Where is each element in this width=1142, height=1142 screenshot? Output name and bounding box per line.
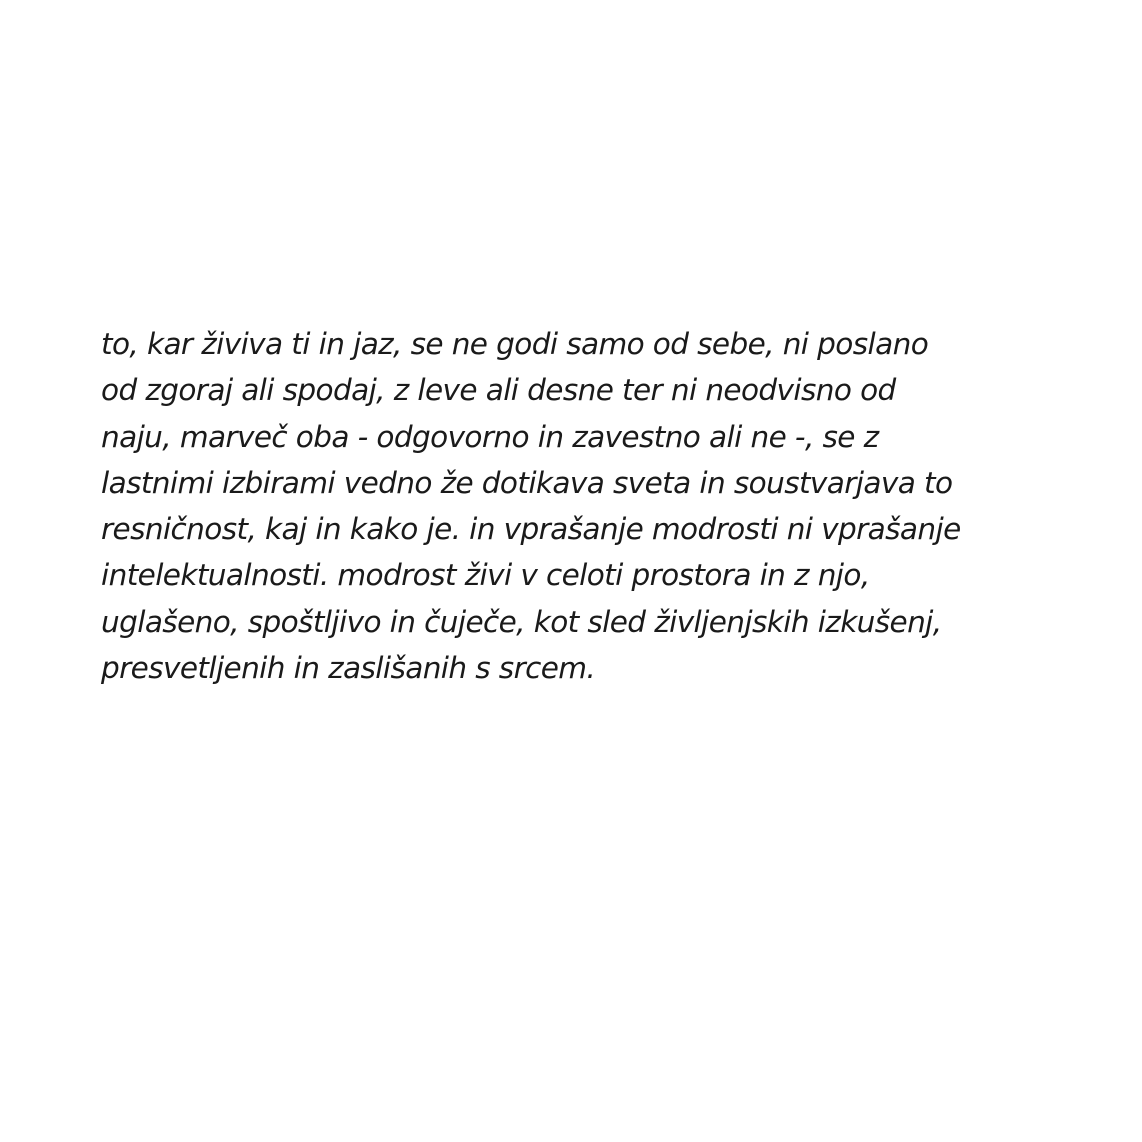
paragraph-line-4: lastnimi izbirami vedno že dotikava sveta in soustvarjava to (101, 465, 953, 500)
body-paragraph (101, 321, 1101, 691)
paragraph-line-1: to, kar živiva ti in jaz, se ne godi samo od sebe, ni poslano (101, 327, 929, 361)
paragraph-line-8: presvetljenih in zaslišanih s srcem. (101, 651, 596, 686)
paragraph-line-6: intelektualnosti. modrost živi v celoti prostora in z njo, (101, 558, 870, 593)
paragraph-line-7: uglašeno, spoštljivo in čuječe, kot sled življenjskih izkušenj, (101, 604, 942, 639)
paragraph-line-2: od zgoraj ali spodaj, z leve ali desne ter ni neodvisno od (101, 373, 896, 408)
paragraph-line-3: naju, marveč oba - odgovorno in zavestno ali ne -, se z (101, 419, 879, 454)
paragraph-line-5: resničnost, kaj in kako je. in vprašanje modrosti ni vprašanje (101, 512, 961, 547)
